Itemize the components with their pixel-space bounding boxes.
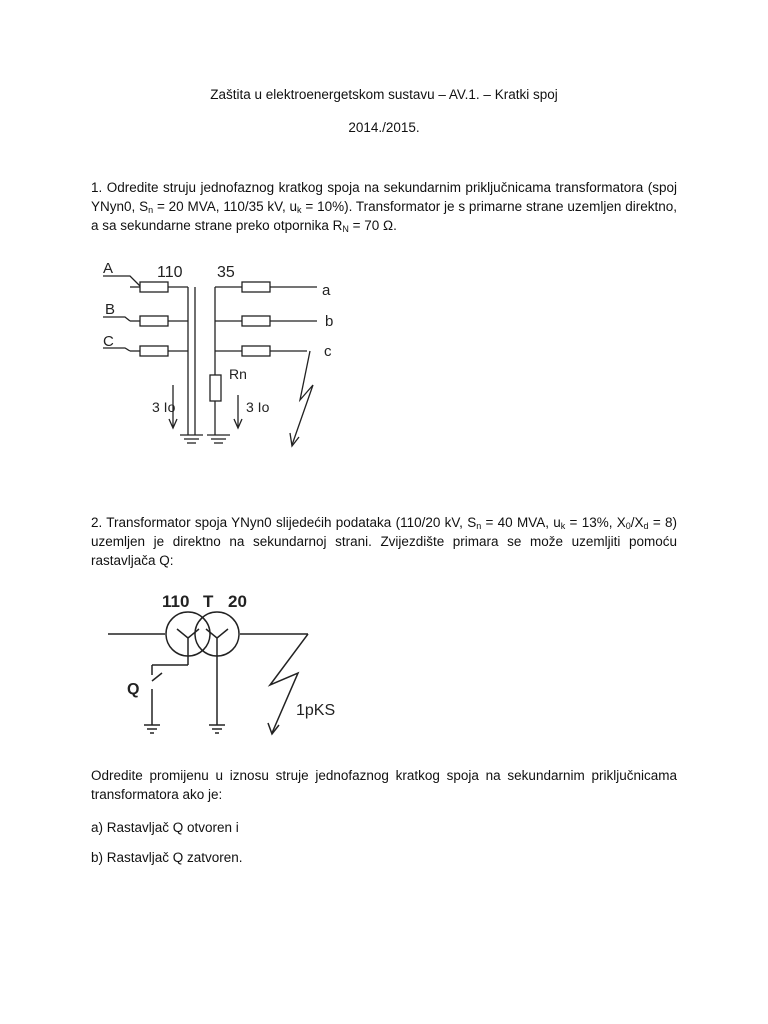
fault-label: 1pKS xyxy=(296,702,336,719)
fault-lightning-icon xyxy=(292,351,313,445)
task-2-text: 2. Transformator spoja YNyn0 slijedećih podataka (110/20 kV, $S_n = 40$ MVA, $u_k = 13\%$, $X_0/X_d = 8$) uzemljen je direktno na sekundarnoj strani. Zvijezdište primara se može uzemljiti pomoću rastavljača Q: xyxy=(91,515,677,568)
phase-label-c: c xyxy=(324,343,332,360)
secondary-winding-a xyxy=(242,282,270,292)
secondary-winding-b xyxy=(242,316,270,326)
disconnector-label-Q: Q xyxy=(127,681,140,698)
primary-winding-A xyxy=(140,282,168,292)
option-a: a) Rastavljač Q otvoren i xyxy=(91,820,239,835)
figure-2-transformer-disconnector xyxy=(100,585,360,745)
task-1-text: 1. Odredite struju jednofaznog kratkog spoja na sekundarnim priključnicama transformatora (spoj YNyn0, $S_n = 20$ MVA, 110/35 kV, $u_k = 10\%$). Transformator je s primarne strane uzemljen direktno, a sa sekundarne strane preko otpornika $R_N = 70$ Ω. xyxy=(91,180,677,234)
grounding-resistor-rn xyxy=(210,375,221,401)
current-label-right: 3 Io xyxy=(246,399,270,415)
voltage-label-110: 110 xyxy=(162,592,190,611)
voltage-label-20: 20 xyxy=(228,592,247,611)
resistor-label-rn: Rn xyxy=(229,366,247,382)
academic-year: 2014./2015. xyxy=(348,120,420,135)
transformer-label-T: T xyxy=(203,592,214,611)
primary-winding-C xyxy=(140,346,168,356)
secondary-winding-c xyxy=(242,346,270,356)
task-2-question: Odredite promijenu u iznosu struje jednofaznog kratkog spoja na sekundarnim priključnicama transformatora ako je: xyxy=(91,768,677,802)
primary-winding-B xyxy=(140,316,168,326)
voltage-label-35: 35 xyxy=(217,264,235,281)
phase-label-B: B xyxy=(105,301,116,318)
phase-label-A: A xyxy=(103,260,114,277)
figure-1-transformer-schematic xyxy=(95,255,355,455)
phase-label-C: C xyxy=(103,333,114,350)
document-title: Zaštita u elektroenergetskom sustavu – AV.1. – Kratki spoj xyxy=(210,87,558,102)
option-b: b) Rastavljač Q zatvoren. xyxy=(91,850,243,865)
phase-label-b: b xyxy=(325,313,334,330)
current-label-left: 3 Io xyxy=(152,399,176,415)
voltage-label-110: 110 xyxy=(157,264,183,281)
disconnector-q-icon xyxy=(152,673,162,681)
phase-label-a: a xyxy=(322,282,331,299)
